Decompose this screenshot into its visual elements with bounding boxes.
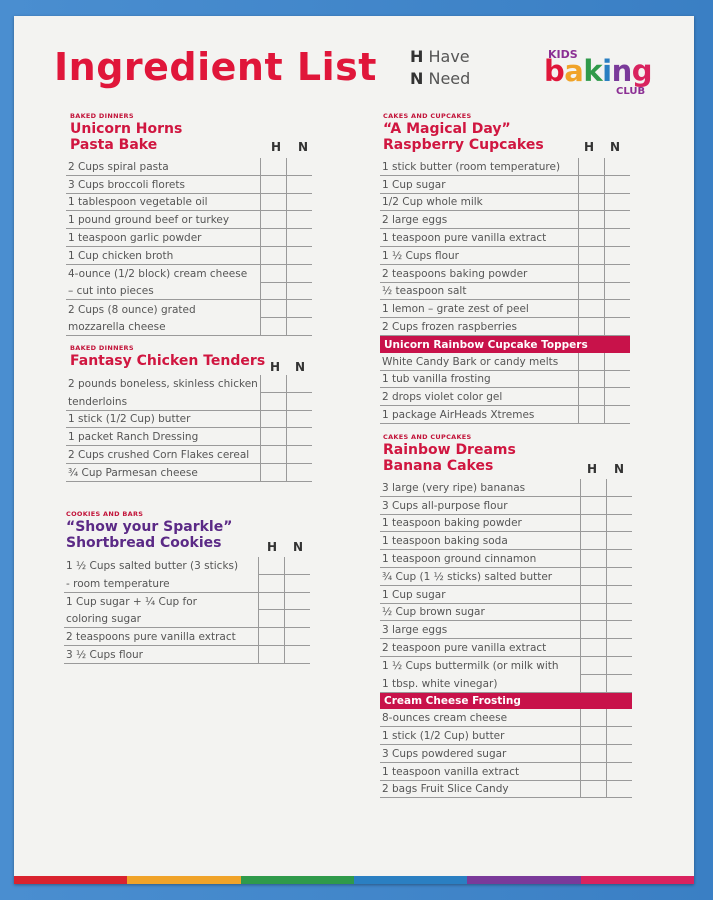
ingredient-row [380,762,632,780]
need-checkbox[interactable] [285,628,311,646]
have-checkbox[interactable] [261,158,287,175]
ingredient-row [380,674,632,692]
need-checkbox[interactable] [605,370,631,388]
ingredient-row [66,158,312,175]
ingredient-row [380,709,632,726]
stripe-segment [467,876,580,884]
logo-letter: g [631,54,653,88]
ingredient-row [66,446,312,464]
need-checkbox[interactable] [607,585,633,603]
recipe-raspberry-cupcakes [383,112,544,153]
have-checkbox[interactable] [581,532,607,550]
recipe-title: Fantasy Chicken Tenders [70,353,266,369]
have-checkbox[interactable] [259,610,285,628]
have-checkbox[interactable] [261,446,287,464]
ingredient-text: 1 stick (1/2 Cup) butter [66,410,261,428]
ingredient-text: 1 teaspoon pure vanilla extract [380,229,579,247]
have-checkbox[interactable] [581,621,607,639]
need-checkbox[interactable] [285,592,311,610]
have-checkbox[interactable] [579,229,605,247]
ingredient-text: 2 drops violet color gel [380,388,579,406]
have-checkbox[interactable] [579,158,605,175]
have-checkbox[interactable] [579,246,605,264]
ingredient-text: 1 stick butter (room temperature) [380,158,579,175]
ingredient-text: tenderloins [66,392,261,410]
have-checkbox[interactable] [261,300,287,318]
logo-letter: a [564,54,584,88]
column-h-header: H [270,360,281,374]
recipe-title-line2: Raspberry Cupcakes [383,137,544,153]
ingredient-row [380,550,632,568]
ingredient-text: 1/2 Cup whole milk [380,193,579,211]
recipe-title: Unicorn Horns [70,121,183,137]
ingredient-table-raspberry [380,158,630,424]
ingredient-text: 2 teaspoon pure vanilla extract [380,639,581,657]
ingredient-row [66,392,312,410]
have-checkbox[interactable] [581,496,607,514]
need-checkbox[interactable] [607,656,633,674]
ingredient-row [380,193,630,211]
have-checkbox[interactable] [579,353,605,370]
need-checkbox[interactable] [607,603,633,621]
column-n-header: N [295,360,306,374]
logo-letter: k [583,54,603,88]
legend-n-text: Need [428,69,471,88]
ingredient-text: 1 tub vanilla frosting [380,370,579,388]
need-checkbox[interactable] [607,762,633,780]
ingredient-table-shortbread [64,557,310,664]
column-h-header: H [271,140,282,154]
need-checkbox[interactable] [605,246,631,264]
ingredient-text: 1 packet Ranch Dressing [66,428,261,446]
ingredient-text: mozzarella cheese [66,318,261,336]
recipe-category: CAKES AND CUPCAKES [383,433,472,441]
ingredient-text: 3 Cups broccoli florets [66,175,261,193]
legend [410,46,470,90]
have-checkbox[interactable] [261,410,287,428]
need-checkbox[interactable] [605,282,631,300]
ingredient-row [66,300,312,318]
ingredient-text: 3 ½ Cups flour [64,645,259,663]
have-checkbox[interactable] [261,282,287,300]
ingredient-text: 4-ounce (1/2 block) cream cheese [68,268,248,281]
need-checkbox[interactable] [605,211,631,229]
ingredient-text: 1 tbsp. white vinegar) [380,674,581,692]
ingredient-text: 3 large (very ripe) bananas [380,479,581,496]
recipe-title-line2: Shortbread Cookies [66,535,222,551]
logo-kids: KIDS [548,48,578,61]
ingredient-row [64,645,310,663]
need-checkbox[interactable] [605,300,631,318]
ingredient-row [66,463,312,481]
ingredient-text: 2 Cups spiral pasta [66,158,261,175]
ingredient-text: 2 pounds boneless, skinless chicken [68,378,258,391]
need-checkbox[interactable] [607,674,633,692]
ingredient-row [380,229,630,247]
ingredient-text: 2 teaspoons baking powder [380,264,579,282]
need-checkbox[interactable] [605,229,631,247]
ingredient-row [66,318,312,336]
have-checkbox[interactable] [581,514,607,532]
ingredient-row [380,353,630,370]
recipe-shortbread [66,510,232,551]
ingredient-row [66,282,312,300]
ingredient-row [380,264,630,282]
ingredient-row [380,603,632,621]
have-checkbox[interactable] [581,727,607,745]
ingredient-text: 1 Cup sugar + ¼ Cup for [66,595,197,608]
ingredient-row [66,375,312,392]
need-checkbox[interactable] [285,557,311,574]
ingredient-row [380,727,632,745]
ingredient-table-banana [380,479,632,798]
stripe-segment [127,876,240,884]
recipe-category: BAKED DINNERS [70,344,134,352]
ingredient-text: 2 large eggs [380,211,579,229]
ingredient-text: 2 teaspoons pure vanilla extract [64,628,259,646]
ingredient-table-unicorn [66,158,312,336]
ingredient-row [64,592,310,610]
need-checkbox[interactable] [607,479,633,496]
need-checkbox[interactable] [607,496,633,514]
ingredient-text: 1 Cup sugar [380,175,579,193]
have-checkbox[interactable] [579,175,605,193]
have-checkbox[interactable] [581,567,607,585]
need-checkbox[interactable] [287,158,313,175]
need-checkbox[interactable] [285,610,311,628]
ingredient-row [380,175,630,193]
have-checkbox[interactable] [579,300,605,318]
have-checkbox[interactable] [261,392,287,410]
need-checkbox[interactable] [607,532,633,550]
need-checkbox[interactable] [287,446,313,464]
need-checkbox[interactable] [287,264,313,282]
ingredient-row [66,229,312,247]
ingredient-text: coloring sugar [64,610,259,628]
have-checkbox[interactable] [579,388,605,406]
recipe-category: COOKIES AND BARS [66,510,144,518]
need-checkbox[interactable] [605,353,631,370]
kids-baking-club-logo [544,48,664,112]
ingredient-sheet [14,16,694,884]
need-checkbox[interactable] [287,392,313,410]
need-checkbox[interactable] [287,300,313,318]
need-checkbox[interactable] [605,264,631,282]
column-h-header: H [267,540,278,554]
ingredient-row [66,211,312,229]
rainbow-stripe [14,876,694,884]
need-checkbox[interactable] [287,246,313,264]
ingredient-text: 1 teaspoon baking powder [380,514,581,532]
stripe-segment [354,876,467,884]
ingredient-row [66,193,312,211]
have-checkbox[interactable] [261,211,287,229]
ingredient-text: 1 ½ Cups buttermilk (or milk with [382,660,559,673]
have-checkbox[interactable] [581,656,607,674]
ingredient-row [380,370,630,388]
ingredient-text: 1 teaspoon garlic powder [66,229,261,247]
ingredient-text: 3 large eggs [380,621,581,639]
subsection-header [380,335,630,352]
have-checkbox[interactable] [581,674,607,692]
ingredient-row [380,246,630,264]
ingredient-row [380,496,632,514]
ingredient-table-tenders [66,375,312,482]
ingredient-text: 1 lemon – grate zest of peel [380,300,579,318]
ingredient-text: 1 ½ Cups flour [380,246,579,264]
ingredient-row [66,264,312,282]
have-checkbox[interactable] [261,229,287,247]
have-checkbox[interactable] [581,780,607,798]
recipe-category: CAKES AND CUPCAKES [383,112,472,120]
have-checkbox[interactable] [581,744,607,762]
have-checkbox[interactable] [579,370,605,388]
need-checkbox[interactable] [287,375,313,392]
ingredient-text: ½ teaspoon salt [380,282,579,300]
have-checkbox[interactable] [581,603,607,621]
ingredient-row [64,610,310,628]
have-checkbox[interactable] [261,264,287,282]
have-checkbox[interactable] [259,592,285,610]
need-checkbox[interactable] [287,211,313,229]
need-checkbox[interactable] [605,158,631,175]
need-checkbox[interactable] [287,229,313,247]
logo-letter: i [602,54,612,88]
ingredient-text: 1 stick (1/2 Cup) butter [380,727,581,745]
ingredient-row [64,574,310,592]
have-checkbox[interactable] [261,246,287,264]
column-n-header: N [614,462,625,476]
ingredient-row [66,428,312,446]
ingredient-text: - room temperature [64,574,259,592]
ingredient-text: 2 Cups frozen raspberries [380,318,579,336]
ingredient-text: 1 Cup sugar [380,585,581,603]
have-checkbox[interactable] [259,645,285,663]
ingredient-row [380,532,632,550]
need-checkbox[interactable] [287,428,313,446]
have-checkbox[interactable] [261,193,287,211]
have-checkbox[interactable] [581,585,607,603]
ingredient-row [66,410,312,428]
stripe-segment [14,876,127,884]
ingredient-text: 1 teaspoon vanilla extract [380,762,581,780]
have-checkbox[interactable] [261,175,287,193]
legend-h-key: H [410,47,424,66]
ingredient-text: 3 Cups all-purpose flour [380,496,581,514]
logo-letter: b [544,54,565,88]
have-checkbox[interactable] [259,574,285,592]
ingredient-row [66,175,312,193]
have-checkbox[interactable] [259,557,285,574]
need-checkbox[interactable] [607,780,633,798]
legend-n-key: N [410,69,424,88]
ingredient-row [380,211,630,229]
ingredient-row [380,514,632,532]
recipe-title-line2: Banana Cakes [383,458,494,474]
recipe-unicorn-horns [70,112,182,153]
recipe-title: “Show your Sparkle” [66,519,233,535]
ingredient-row [380,158,630,175]
have-checkbox[interactable] [579,193,605,211]
recipe-title: Rainbow Dreams [383,442,516,458]
need-checkbox[interactable] [285,645,311,663]
have-checkbox[interactable] [581,709,607,726]
need-checkbox[interactable] [287,463,313,481]
need-checkbox[interactable] [605,175,631,193]
recipe-banana-cakes [383,433,516,474]
recipe-title-line2: Pasta Bake [70,137,158,153]
recipe-category: BAKED DINNERS [70,112,134,120]
recipe-chicken-tenders [70,344,265,369]
ingredient-text: 1 teaspoon baking soda [380,532,581,550]
need-checkbox[interactable] [605,406,631,424]
ingredient-text: 1 package AirHeads Xtremes [380,406,579,424]
need-checkbox[interactable] [605,318,631,336]
have-checkbox[interactable] [579,282,605,300]
have-checkbox[interactable] [579,264,605,282]
ingredient-text: 2 Cups (8 ounce) grated [68,303,196,316]
ingredient-text: 1 teaspoon ground cinnamon [380,550,581,568]
ingredient-text: 1 tablespoon vegetable oil [66,193,261,211]
have-checkbox[interactable] [579,406,605,424]
logo-letter: n [611,54,632,88]
need-checkbox[interactable] [605,193,631,211]
ingredient-row [380,567,632,585]
have-checkbox[interactable] [261,463,287,481]
ingredient-row [66,246,312,264]
need-checkbox[interactable] [287,318,313,336]
ingredient-text: ¾ Cup Parmesan cheese [66,463,261,481]
have-checkbox[interactable] [261,428,287,446]
ingredient-text: – cut into pieces [66,282,261,300]
column-n-header: N [293,540,304,554]
ingredient-text: 1 Cup chicken broth [66,246,261,264]
column-h-header: H [587,462,598,476]
need-checkbox[interactable] [607,709,633,726]
ingredient-text: 2 Cups crushed Corn Flakes cereal [66,446,261,464]
recipe-title: “A Magical Day” [383,121,511,137]
logo-baking [544,56,652,86]
need-checkbox[interactable] [607,744,633,762]
column-h-header: H [584,140,595,154]
have-checkbox[interactable] [579,211,605,229]
ingredient-text: 1 pound ground beef or turkey [66,211,261,229]
need-checkbox[interactable] [607,727,633,745]
ingredient-row [64,628,310,646]
ingredient-text: 8-ounces cream cheese [380,709,581,726]
have-checkbox[interactable] [579,318,605,336]
ingredient-row [380,621,632,639]
need-checkbox[interactable] [285,574,311,592]
need-checkbox[interactable] [287,175,313,193]
ingredient-text: 1 ½ Cups salted butter (3 sticks) [66,560,239,573]
subsection-title: Unicorn Rainbow Cupcake Toppers [380,335,630,352]
ingredient-row [380,388,630,406]
ingredient-text: 3 Cups powdered sugar [380,744,581,762]
need-checkbox[interactable] [287,193,313,211]
need-checkbox[interactable] [607,550,633,568]
have-checkbox[interactable] [261,375,287,392]
ingredient-row [380,585,632,603]
ingredient-row [380,639,632,657]
column-n-header: N [298,140,309,154]
stripe-segment [581,876,694,884]
ingredient-row [380,744,632,762]
have-checkbox[interactable] [581,762,607,780]
ingredient-row [380,656,632,674]
ingredient-text: ½ Cup brown sugar [380,603,581,621]
have-checkbox[interactable] [581,550,607,568]
ingredient-row [380,479,632,496]
ingredient-row [380,318,630,336]
ingredient-row [380,282,630,300]
need-checkbox[interactable] [607,567,633,585]
ingredient-row [380,780,632,798]
need-checkbox[interactable] [607,639,633,657]
need-checkbox[interactable] [605,388,631,406]
ingredient-row [380,300,630,318]
have-checkbox[interactable] [261,318,287,336]
have-checkbox[interactable] [259,628,285,646]
subsection-title: Cream Cheese Frosting [380,692,632,709]
ingredient-text: 2 bags Fruit Slice Candy [380,780,581,798]
have-checkbox[interactable] [581,639,607,657]
legend-h-text: Have [428,47,470,66]
need-checkbox[interactable] [607,514,633,532]
ingredient-row [64,557,310,574]
ingredient-text: ¾ Cup (1 ½ sticks) salted butter [380,567,581,585]
need-checkbox[interactable] [287,410,313,428]
stripe-segment [241,876,354,884]
ingredient-row [380,406,630,424]
column-n-header: N [610,140,621,154]
need-checkbox[interactable] [287,282,313,300]
logo-club: CLUB [616,86,646,97]
have-checkbox[interactable] [581,479,607,496]
page-title: Ingredient List [54,45,377,89]
need-checkbox[interactable] [607,621,633,639]
subsection-header [380,692,632,709]
ingredient-text: White Candy Bark or candy melts [380,353,579,370]
